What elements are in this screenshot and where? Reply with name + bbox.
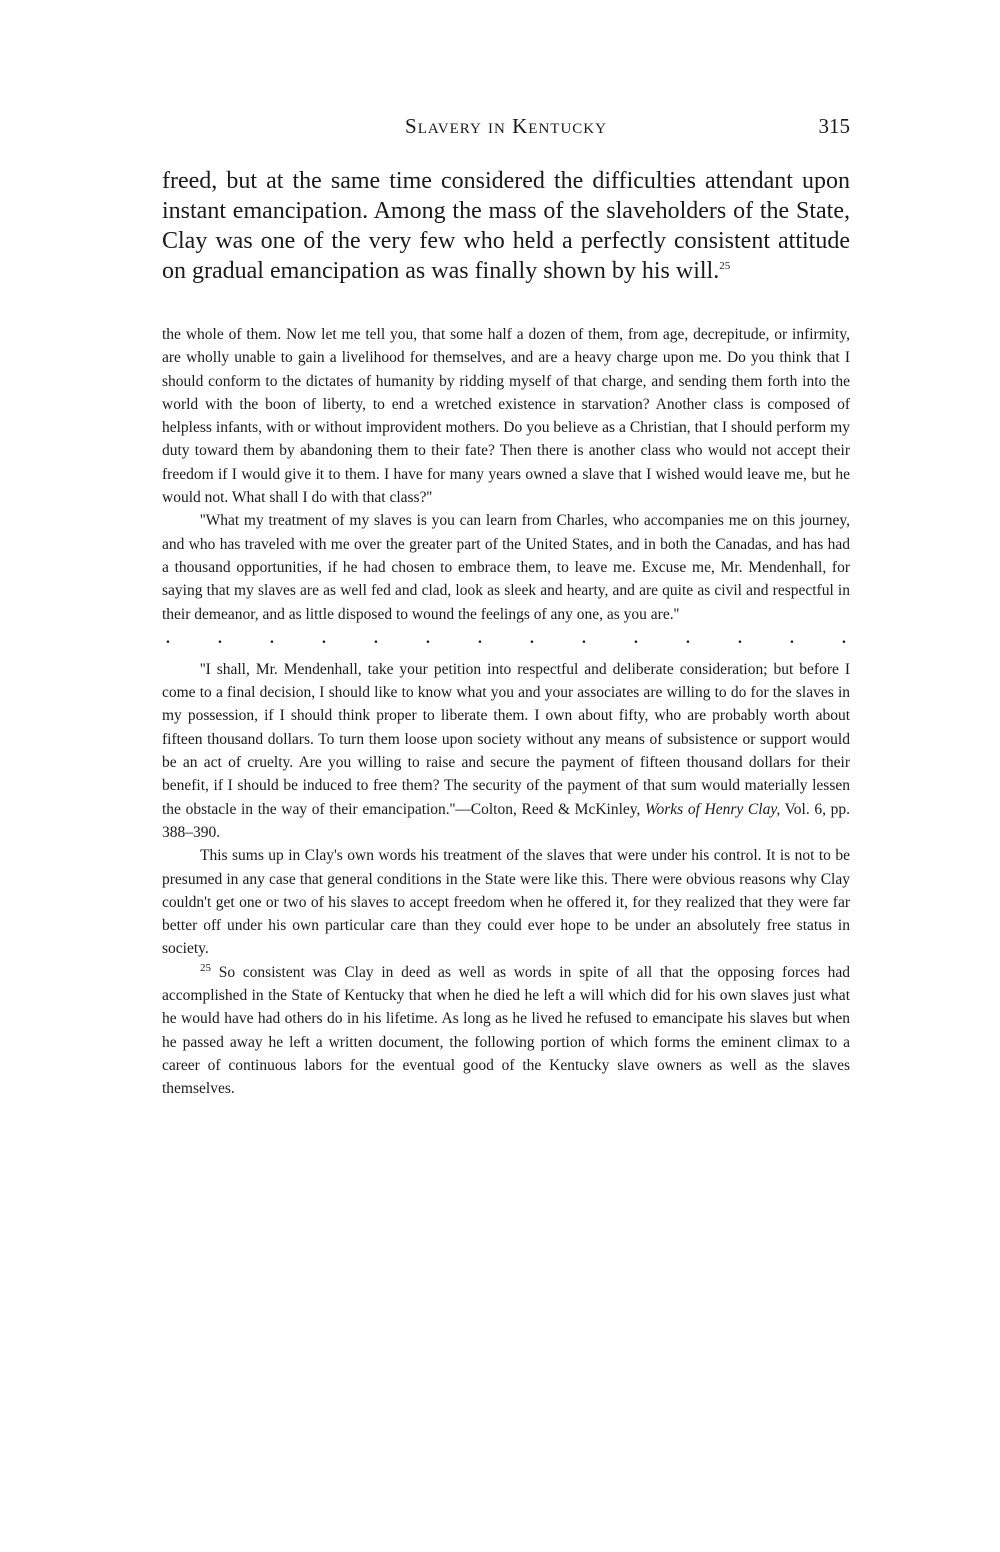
main-paragraph — [162, 166, 850, 286]
ellipsis-dot: . — [166, 629, 170, 647]
summary-paragraph: This sums up in Clay's own words his treatment of the slaves that were under his control. It is not to be presumed in any case that general conditions in the State were like this. There were obvious reasons why Clay couldn't get one or two of his slaves to accept freedom when he offered it, for they realized that they were far better off under his own particular care than they could ever hope to be under an absolutely free status in society. — [162, 847, 850, 958]
ellipsis-dot: . — [218, 629, 222, 647]
footnote-continuation: the whole of them. Now let me tell you, that some half a dozen of them, from age, decrepitude, or infirmity, are wholly unable to gain a livelihood for themselves, and are a heavy charge upon me. Do you think that I should conform to the dictates of humanity by ridding myself of that charge, and sending them forth into the world with the boon of liberty, to end a wretched existence in starvation? Another class is composed of helpless infants, with or without improvident mothers. Do you believe as a Christian, that I should perform my duty toward them by abandoning them to their fate? Then there is another class who would not accept their freedom if I would give it to them. I have for many years owned a slave that I wished would leave me, but he would not. What shall I do with that class?'' — [162, 326, 850, 507]
running-title: Slavery in Kentucky — [405, 114, 607, 138]
page-number: 315 — [818, 114, 850, 138]
footnote-25-marker: 25 — [200, 961, 211, 974]
ellipsis-dot: . — [790, 629, 794, 647]
quote-petition-text: ''I shall, Mr. Mendenhall, take your petition into respectful and deliberate consideration; but before I come to a final decision, I should like to know what you and your associates are willing to do for the slaves in my possession, if I should think proper to liberate them. I own about fifty, who are probably worth about fifteen thousand dollars. To turn them loose upon society without any means of subsistence or support would be an act of cruelty. Are you willing to raise and secure the payment of fifteen thousand dollars for their benefit, if I should be induced to free them? The security of the payment of that sum would materially lessen the obstacle in the way of their emancipation.''—Colton, Reed & McKinley, — [162, 660, 850, 818]
page-header — [162, 114, 850, 150]
ellipsis-dot: . — [322, 629, 326, 647]
ellipsis-dot: . — [426, 629, 430, 647]
quote-petition — [162, 658, 850, 844]
ellipsis-dot: . — [686, 629, 690, 647]
ellipsis-dot: . — [374, 629, 378, 647]
footnotes-section — [162, 323, 850, 1101]
ellipsis-dot: . — [738, 629, 742, 647]
footnote-reference: 25 — [719, 260, 731, 272]
quote-treatment: ''What my treatment of my slaves is you can learn from Charles, who accompanies me on this journey, and who has traveled with me over the greater part of the United States, and in both the Canadas, and has had a thousand opportunities, if he had chosen to embrace them, to leave me. Excuse me, Mr. Mendenhall, for saying that my slaves are as well fed and clad, look as sleek and hearty, and are quite as civil and respectful in their demeanor, and as little disposed to wound the feelings of any one, as you are.'' — [162, 512, 850, 623]
ellipsis-dot: . — [530, 629, 534, 647]
main-paragraph-text: freed, but at the same time considered the difficulties attendant upon instant emancipation. Among the mass of the slaveholders of the State, Clay was one of the very few who held a perfectly consistent attitude on gradual emancipation as was finally shown by his will. — [162, 168, 850, 284]
footnote-25 — [162, 961, 850, 1101]
citation-work-title: Works of Henry Clay, — [645, 800, 781, 818]
citation-volume-pages: Vol. 6, pp. 388–390. — [162, 800, 850, 841]
ellipsis-dot: . — [634, 629, 638, 647]
ellipsis-dot: . — [842, 629, 846, 647]
ellipsis-dot: . — [478, 629, 482, 647]
ellipsis-dot: . — [270, 629, 274, 647]
ellipsis-dot: . — [582, 629, 586, 647]
footnote-25-text: So consistent was Clay in deed as well as words in spite of all that the opposing forces had accomplished in the State of Kentucky that when he died he left a will which did for his own slaves just what he would have had others do in his lifetime. As long as he lived he refused to emancipate his slaves but when he passed away he left a written document, the following portion of which forms the eminent climax to a career of continuous labors for the eventual good of the Kentucky slave owners as well as the slaves themselves. — [162, 963, 851, 1098]
ellipsis-separator — [162, 630, 850, 648]
